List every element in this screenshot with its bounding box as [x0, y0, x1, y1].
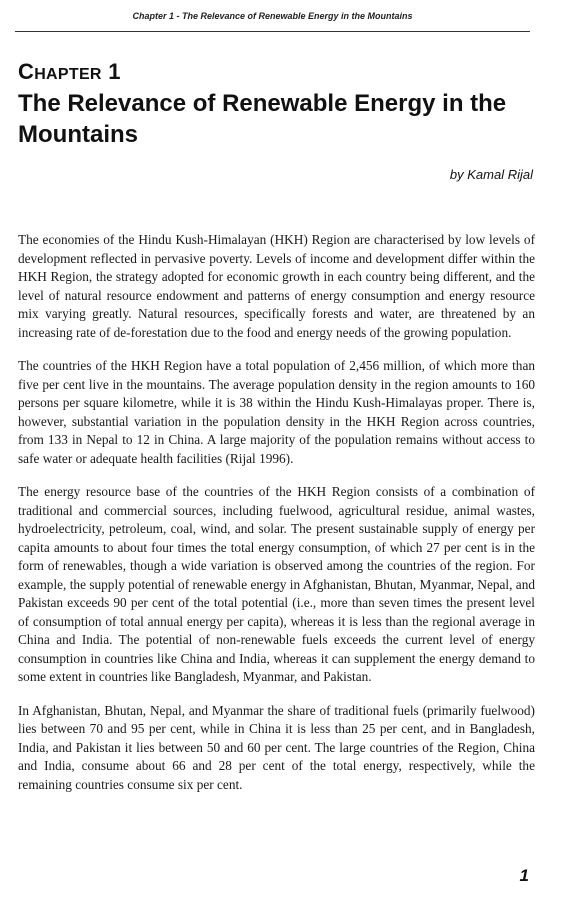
paragraph: In Afghanistan, Bhutan, Nepal, and Myanmar the share of traditional fuels (primarily fuelwood) lies between 70 and 95 per cent, while in China it is less than 25 per cent, and in Bangladesh, India, and Pakistan it lies between 50 and 60 per cent. The large countries of the Region, China and India, consume about 66 and 28 per cent of the total energy, respectively, while the remaining countries consume six per cent.: [18, 702, 535, 792]
chapter-label-initial: C: [18, 59, 35, 84]
body-text: [18, 231, 535, 809]
paragraph: The energy resource base of the countries of the HKH Region consists of a combination of traditional and commercial sources, including fuelwood, agricultural residue, animal wastes, hydroelectricity, petroleum, coal, wind, and solar. The present sustainable supply of energy per capita amounts to about four times the total energy consumption, of which 27 per cent is in the form of renewables, though a wide variation is observed among the countries of the region. For example, the supply potential of renewable energy in Afghanistan, Bhutan, Myanmar, Nepal, and Pakistan exceeds 90 per cent of the total potential (i.e., more than seven times the present level of consumption of total annual energy per capita), whereas it is less than the regional average in China and India. The potential of non-renewable fuels exceeds the current level of energy consumption in countries like China and India, whereas it can supplement the energy demand to some extent in countries like Bangladesh, Myanmar, and Pakistan.: [18, 484, 535, 684]
chapter-title: The Relevance of Renewable Energy in the Mountains: [18, 90, 507, 148]
chapter-label-rest: HAPTER: [34, 66, 102, 83]
chapter-label: [18, 59, 121, 85]
paragraph: The economies of the Hindu Kush-Himalayan (HKH) Region are characterised by low levels of development reflected in pervasive poverty. Levels of income and development differ within the HKH Region, the strategy adopted for economic growth in each country being different, and the level of natural resource endowment and patterns of energy consumption and energy resource mix varying greatly. Natural resources, specifically forests and water, are threatened by an increasing rate of de-forestation due to the food and energy needs of the growing population.: [18, 232, 535, 340]
chapter-number: 1: [108, 59, 121, 84]
running-header: Chapter 1 - The Relevance of Renewable Energy in the Mountains: [132, 11, 413, 21]
header-rule: [15, 31, 530, 32]
paragraph: The countries of the HKH Region have a total population of 2,456 million, of which more than five per cent live in the mountains. The average population density in the region amounts to 160 persons per square kilometre, while it is 38 within the Hindu Kush-Himalayas proper. There is, however, substantial variation in the population density in the HKH Region across countries, from 133 in Nepal to 12 in China. A large majority of the population remains without access to safe water or adequate health facilities (Rijal 1996).: [18, 358, 535, 466]
author-byline: by Kamal Rijal: [449, 167, 533, 182]
page-number: 1: [519, 866, 529, 885]
